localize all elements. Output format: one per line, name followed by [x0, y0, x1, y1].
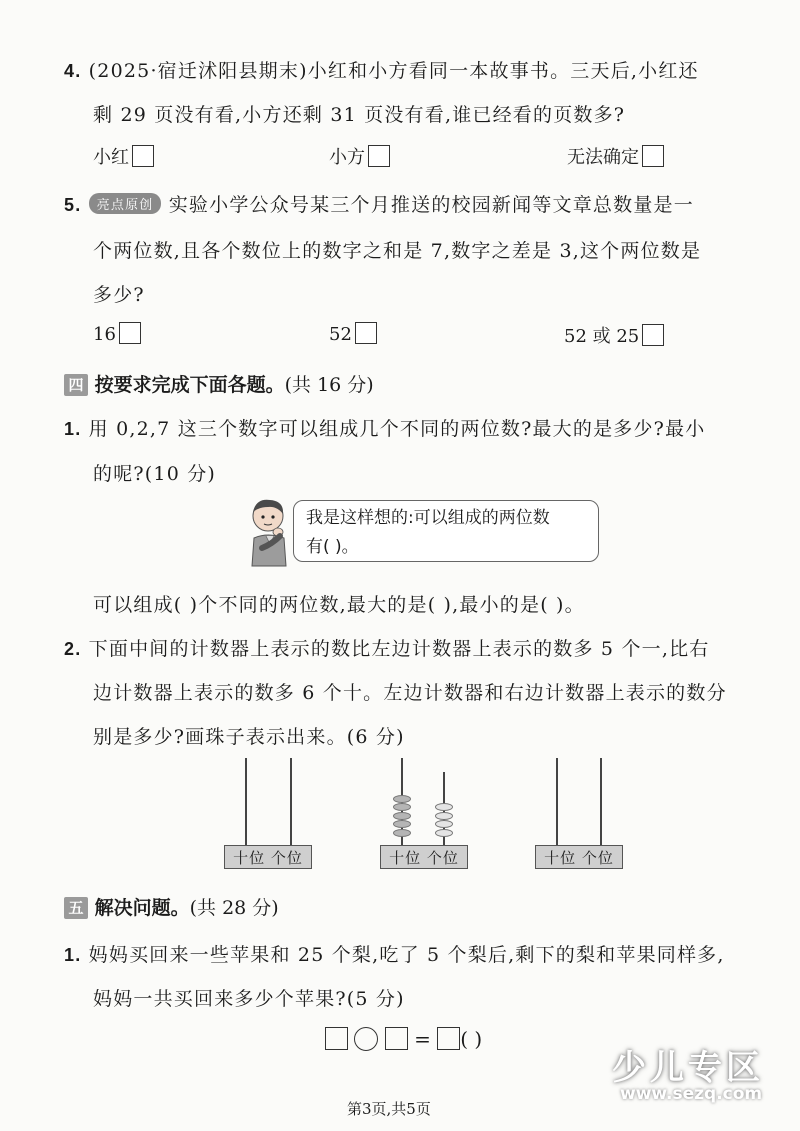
checkbox-icon[interactable] — [642, 324, 664, 346]
s4q1-line2: 的呢?(10 分) — [93, 463, 217, 485]
watermark-brand: 少儿专区 — [612, 1048, 764, 1088]
section4-score: (共 16 分) — [284, 374, 374, 396]
q5-line1 — [64, 190, 694, 217]
s4q1-text: 用 0,2,7 这三个数字可以组成几个不同的两位数?最大的是多少?最小 — [88, 418, 706, 440]
s4q1-line1 — [64, 414, 705, 441]
blank-box-icon[interactable] — [325, 1027, 348, 1050]
tens-rod[interactable] — [556, 758, 558, 846]
section4-header — [64, 370, 374, 397]
checkbox-icon[interactable] — [355, 322, 377, 344]
s5q1-line1 — [64, 940, 725, 967]
thinking-boy-icon — [244, 496, 294, 568]
abacus-bead — [435, 829, 453, 837]
s5q1-number: 1. — [64, 945, 82, 965]
q4-line2: 剩 29 页没有看,小方还剩 31 页没有看,谁已经看的页数多? — [93, 104, 626, 126]
abacus-bead — [435, 820, 453, 828]
page-footer: 第3页,共5页 — [347, 1100, 431, 1118]
s4q1-answer-line: 可以组成( )个不同的两位数,最大的是( ),最小的是( )。 — [93, 594, 585, 616]
s4q1-number: 1. — [64, 419, 82, 439]
bubble-line1: 我是这样想的:可以组成的两位数 — [306, 508, 550, 528]
section4-title: 按要求完成下面各题。 — [94, 374, 285, 396]
q5-line3: 多少? — [93, 284, 145, 306]
abacus-bead — [393, 829, 411, 837]
s4q2-line3: 别是多少?画珠子表示出来。(6 分) — [93, 726, 405, 748]
q4-number: 4. — [64, 61, 82, 81]
abacus-bead — [393, 812, 411, 820]
abacus-bead — [393, 803, 411, 811]
thought-bubble — [293, 500, 599, 562]
abacus-bead — [393, 820, 411, 828]
abacus-label: 十位 个位 — [535, 845, 623, 869]
q5-text: 实验小学公众号某三个月推送的校园新闻等文章总数量是一 — [168, 194, 694, 216]
s4q2-line2: 边计数器上表示的数多 6 个十。左边计数器和右边计数器上表示的数分 — [93, 682, 727, 704]
abacus-bead — [435, 812, 453, 820]
section-number-icon: 五 — [64, 897, 88, 919]
q5-option-a[interactable]: 16 — [93, 322, 141, 345]
abacus-bead — [435, 803, 453, 811]
q4-option-b[interactable]: 小方 — [329, 143, 390, 169]
equation-template[interactable] — [325, 1027, 482, 1051]
q4-option-a[interactable]: 小红 — [93, 143, 154, 169]
section-number-icon: 四 — [64, 374, 88, 396]
ones-rod[interactable] — [600, 758, 602, 846]
original-tag: 亮点原创 — [89, 193, 162, 214]
watermark-url: www.sezq.com — [620, 1084, 763, 1104]
q5-option-b[interactable]: 52 — [329, 322, 377, 345]
s5q1-line2: 妈妈一共买回来多少个苹果?(5 分) — [93, 988, 405, 1010]
equals-sign: = — [414, 1027, 431, 1051]
abacus-bead — [393, 795, 411, 803]
s5q1-text: 妈妈买回来一些苹果和 25 个梨,吃了 5 个梨后,剩下的梨和苹果同样多, — [88, 944, 725, 966]
section5-title: 解决问题。 — [94, 897, 190, 919]
blank-box-icon[interactable] — [437, 1027, 460, 1050]
q5-line2: 个两位数,且各个数位上的数字之和是 7,数字之差是 3,这个两位数是 — [93, 240, 702, 262]
operator-circle-icon[interactable] — [354, 1027, 378, 1051]
checkbox-icon[interactable] — [119, 322, 141, 344]
q4-option-c[interactable]: 无法确定 — [567, 143, 664, 169]
s4q2-text: 下面中间的计数器上表示的数比左边计数器上表示的数多 5 个一,比右 — [88, 638, 710, 660]
q4-text: (2025·宿迁沭阳县期末)小红和小方看同一本故事书。三天后,小红还 — [88, 60, 699, 82]
s4q2-number: 2. — [64, 639, 82, 659]
checkbox-icon[interactable] — [642, 145, 664, 167]
checkbox-icon[interactable] — [132, 145, 154, 167]
q4-line1 — [64, 56, 699, 83]
bubble-line2: 有( )。 — [306, 537, 359, 557]
unit-paren: ( ) — [460, 1027, 483, 1051]
section5-header — [64, 893, 279, 920]
q5-number: 5. — [64, 195, 82, 215]
s4q2-line1 — [64, 634, 709, 661]
q5-option-c[interactable]: 52 或 25 — [564, 322, 664, 348]
abacus-label: 十位 个位 — [380, 845, 468, 869]
checkbox-icon[interactable] — [368, 145, 390, 167]
tens-rod[interactable] — [245, 758, 247, 846]
section5-score: (共 28 分) — [189, 897, 279, 919]
ones-rod[interactable] — [290, 758, 292, 846]
abacus-label: 十位 个位 — [224, 845, 312, 869]
blank-box-icon[interactable] — [385, 1027, 408, 1050]
